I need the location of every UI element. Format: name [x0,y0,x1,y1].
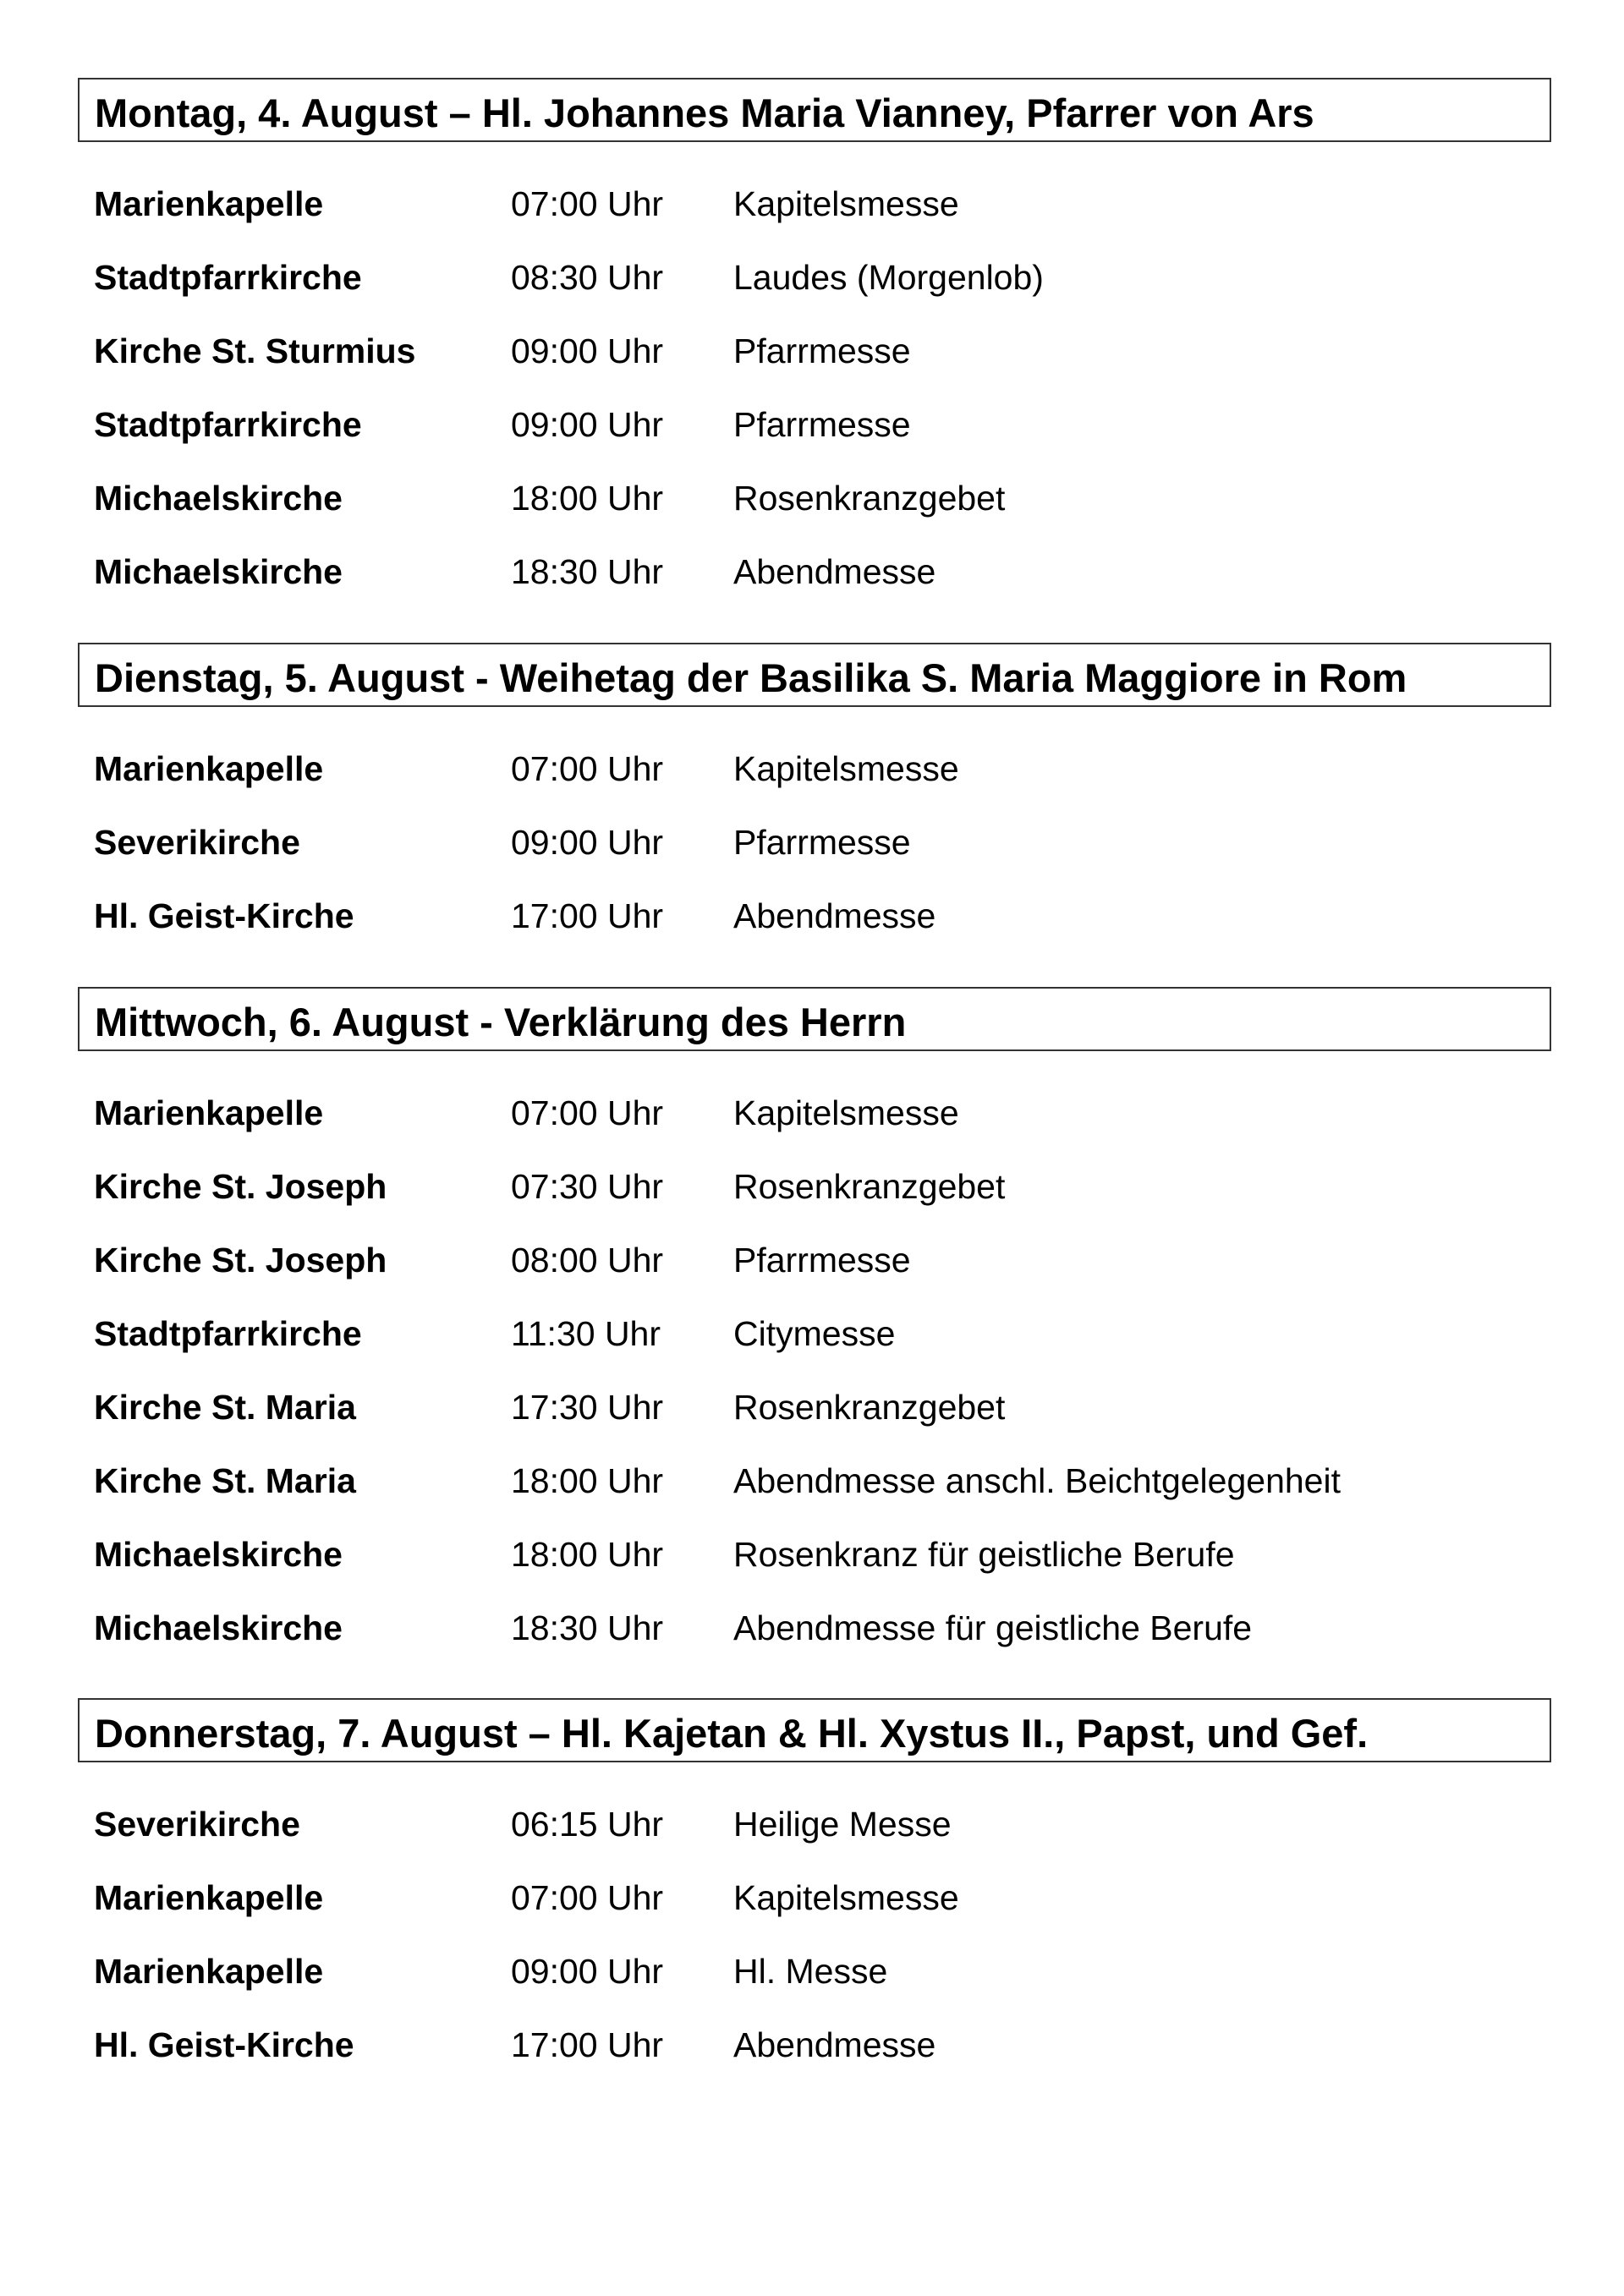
schedule-entry [0,1161,1624,1212]
entry-time: 07:00 Uhr [511,1093,664,1132]
entry-service: Rosenkranzgebet [733,479,1006,518]
schedule-entry [0,1235,1624,1285]
entry-place: Marienkapelle [94,749,324,788]
entry-time: 18:00 Uhr [511,1461,664,1500]
schedule-entry [0,1603,1624,1653]
schedule-entry [0,1382,1624,1433]
entry-place: Michaelskirche [94,1608,343,1647]
entry-time: 09:00 Uhr [511,823,664,862]
entry-time: 11:30 Uhr [511,1314,661,1353]
entry-service: Citymesse [733,1314,896,1353]
schedule-entry [0,890,1624,941]
entry-service: Kapitelsmesse [733,1093,959,1132]
entry-place: Kirche St. Maria [94,1461,356,1500]
entry-service: Abendmesse anschl. Beichtgelegenheit [733,1461,1341,1500]
entry-time: 06:15 Uhr [511,1805,664,1844]
schedule-entry [0,2019,1624,2070]
schedule-entry [0,1799,1624,1849]
entry-time: 09:00 Uhr [511,405,664,444]
entry-time: 18:30 Uhr [511,552,664,591]
entry-place: Stadtpfarrkirche [94,1314,362,1353]
entry-time: 07:00 Uhr [511,1878,664,1917]
entry-place: Kirche St. Sturmius [94,332,416,370]
entry-place: Kirche St. Maria [94,1388,356,1427]
entry-time: 17:00 Uhr [511,896,664,935]
entry-place: Marienkapelle [94,1878,324,1917]
entry-time: 07:00 Uhr [511,184,664,223]
schedule-entry [0,399,1624,450]
schedule-entry [0,1455,1624,1506]
entry-place: Michaelskirche [94,1535,343,1574]
entry-service: Kapitelsmesse [733,1878,959,1917]
day-title: Dienstag, 5. August - Weihetag der Basilika S. Maria Maggiore in Rom [95,655,1407,700]
day-header [78,78,1551,142]
entry-service: Pfarrmesse [733,332,911,370]
entry-time: 17:30 Uhr [511,1388,664,1427]
entry-service: Abendmesse [733,552,936,591]
entry-time: 18:00 Uhr [511,1535,664,1574]
entry-place: Marienkapelle [94,184,324,223]
entry-time: 17:00 Uhr [511,2025,664,2064]
entry-time: 07:00 Uhr [511,749,664,788]
entry-service: Abendmesse [733,2025,936,2064]
day-header [78,987,1551,1051]
schedule-entry [0,743,1624,794]
entry-service: Rosenkranzgebet [733,1388,1006,1427]
schedule-entry [0,326,1624,376]
schedule-entry [0,817,1624,868]
entry-time: 09:00 Uhr [511,1952,664,1991]
entry-place: Severikirche [94,823,300,862]
schedule-entry [0,473,1624,523]
entry-time: 18:00 Uhr [511,479,664,518]
entry-service: Kapitelsmesse [733,749,959,788]
entry-place: Marienkapelle [94,1952,324,1991]
entry-place: Hl. Geist-Kirche [94,2025,354,2064]
schedule-entry [0,252,1624,303]
entry-service: Pfarrmesse [733,823,911,862]
schedule-entry [0,1529,1624,1580]
entry-time: 07:30 Uhr [511,1167,664,1206]
entry-place: Kirche St. Joseph [94,1167,387,1206]
schedule-entry [0,178,1624,229]
entry-service: Hl. Messe [733,1952,888,1991]
entry-place: Severikirche [94,1805,300,1844]
entry-time: 18:30 Uhr [511,1608,664,1647]
entry-service: Abendmesse für geistliche Berufe [733,1608,1253,1647]
schedule-entry [0,1946,1624,1997]
entry-place: Michaelskirche [94,479,343,518]
entry-place: Stadtpfarrkirche [94,258,362,297]
entry-place: Stadtpfarrkirche [94,405,362,444]
entry-place: Kirche St. Joseph [94,1241,387,1280]
entry-place: Marienkapelle [94,1093,324,1132]
entry-service: Pfarrmesse [733,405,911,444]
entry-service: Laudes (Morgenlob) [733,258,1044,297]
schedule-entry [0,1872,1624,1923]
entry-service: Pfarrmesse [733,1241,911,1280]
entry-service: Rosenkranzgebet [733,1167,1006,1206]
schedule-entry [0,1088,1624,1138]
entry-service: Heilige Messe [733,1805,952,1844]
day-header [78,643,1551,707]
entry-time: 09:00 Uhr [511,332,664,370]
entry-service: Rosenkranz für geistliche Berufe [733,1535,1235,1574]
schedule-entry [0,1308,1624,1359]
entry-place: Hl. Geist-Kirche [94,896,354,935]
day-title: Montag, 4. August – Hl. Johannes Maria Vianney, Pfarrer von Ars [95,90,1314,135]
day-title: Mittwoch, 6. August - Verklärung des Herrn [95,1000,907,1044]
schedule-entry [0,546,1624,597]
entry-time: 08:00 Uhr [511,1241,664,1280]
day-title: Donnerstag, 7. August – Hl. Kajetan & Hl. Xystus II., Papst, und Gef. [95,1711,1369,1756]
entry-time: 08:30 Uhr [511,258,664,297]
day-header [78,1698,1551,1762]
entry-place: Michaelskirche [94,552,343,591]
entry-service: Kapitelsmesse [733,184,959,223]
entry-service: Abendmesse [733,896,936,935]
